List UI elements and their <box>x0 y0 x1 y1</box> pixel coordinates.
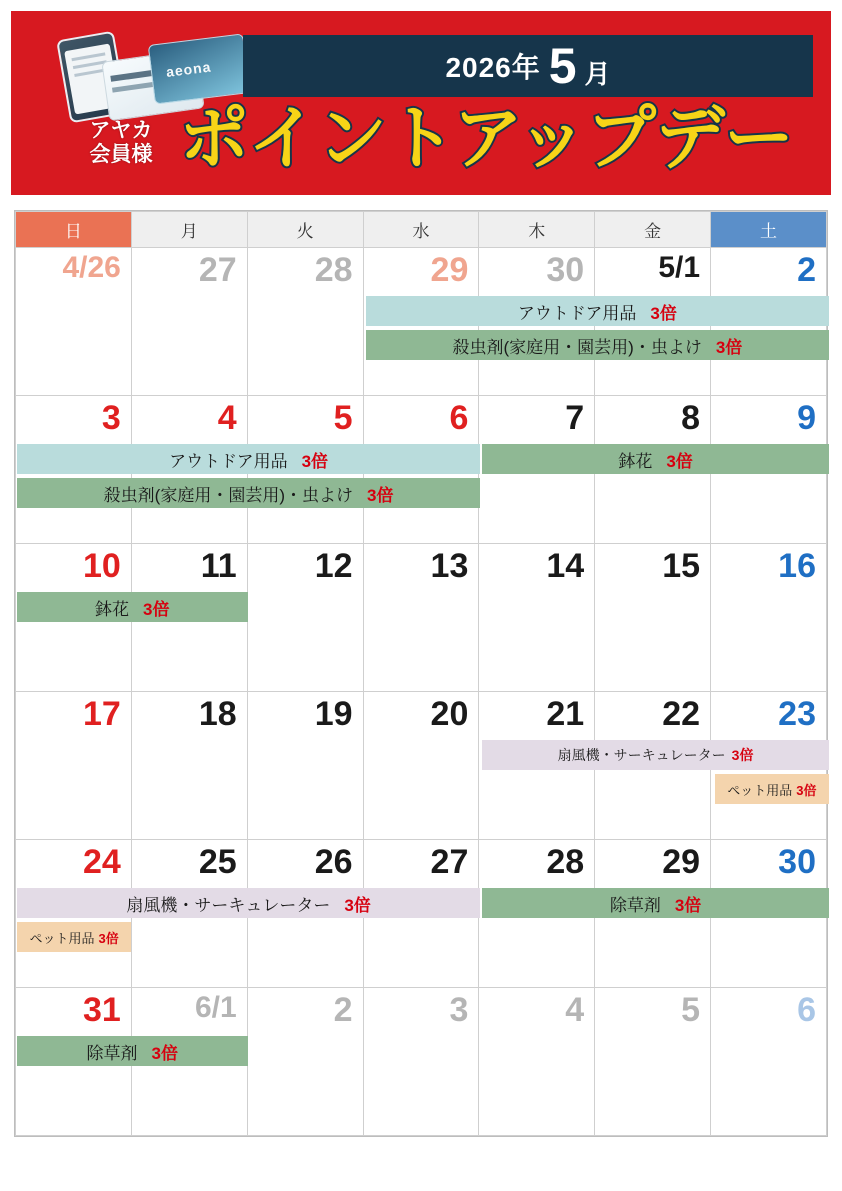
event-multiplier: 3倍 <box>344 895 371 915</box>
calendar-week-row <box>16 988 827 1136</box>
day-number: 3 <box>101 399 121 437</box>
event-multiplier: 3倍 <box>796 782 817 798</box>
day-number: 27 <box>430 843 469 881</box>
member-badge <box>66 119 176 166</box>
day-number: 2 <box>333 991 353 1029</box>
calendar-week-row <box>16 544 827 692</box>
event-bar <box>17 922 131 952</box>
calendar-day-cell <box>363 248 479 396</box>
calendar-table <box>15 211 827 1136</box>
day-number: 9 <box>797 399 816 437</box>
weekday-header-1: 月 <box>131 212 247 248</box>
day-number: 31 <box>83 991 121 1029</box>
calendar-day-cell <box>711 988 827 1136</box>
calendar-week-row <box>16 840 827 988</box>
banner-inner <box>11 11 831 195</box>
calendar-day-cell <box>595 692 711 840</box>
day-number: 13 <box>430 547 469 585</box>
calendar-day-cell <box>595 396 711 544</box>
day-number: 29 <box>430 251 469 289</box>
day-number: 6 <box>797 991 816 1029</box>
calendar-day-cell <box>595 840 711 988</box>
title-month-number: 5 <box>548 38 577 94</box>
calendar-day-cell <box>363 396 479 544</box>
member-badge-line1: アヤカ <box>89 119 153 142</box>
day-number: 28 <box>314 251 353 289</box>
day-number: 5 <box>681 991 701 1029</box>
calendar-day-cell <box>595 248 711 396</box>
calendar-day-cell <box>16 988 179 1136</box>
calendar-week-row <box>16 248 827 396</box>
event-label: 殺虫剤(家庭用・園芸用)・虫よけ <box>452 337 702 357</box>
day-number: 28 <box>546 843 585 881</box>
event-multiplier: 3倍 <box>367 485 394 505</box>
calendar-day-cell <box>247 248 363 396</box>
calendar-day-cell <box>247 396 363 544</box>
calendar-day-cell <box>711 396 827 544</box>
calendar <box>14 210 828 1137</box>
calendar-day-cell <box>711 840 827 988</box>
calendar-day-cell <box>711 692 827 840</box>
day-number: 7 <box>565 399 585 437</box>
event-multiplier: 3倍 <box>666 451 693 471</box>
day-number: 2 <box>797 251 816 289</box>
weekday-header-0: 日 <box>16 212 132 248</box>
day-number: 19 <box>314 695 353 733</box>
calendar-body <box>16 248 827 1136</box>
weekday-header-6: 土 <box>711 212 827 248</box>
day-number: 10 <box>83 547 121 585</box>
calendar-day-cell <box>595 988 711 1136</box>
weekday-header-2: 火 <box>247 212 363 248</box>
calendar-day-cell <box>479 988 595 1136</box>
day-number: 12 <box>314 547 353 585</box>
header-banner <box>8 8 834 198</box>
calendar-day-cell <box>131 692 247 840</box>
calendar-day-cell <box>363 544 479 692</box>
point-card-blue-icon <box>148 33 251 104</box>
calendar-day-cell <box>247 692 363 840</box>
event-label: アウトドア用品 <box>517 303 637 323</box>
phone-line <box>71 52 105 61</box>
event-multiplier: 3倍 <box>650 303 677 323</box>
calendar-day-cell <box>247 988 363 1136</box>
campaign-title: ポイントアップデー <box>179 99 793 177</box>
event-label: 鉢花 <box>95 599 130 619</box>
day-number: 24 <box>83 843 121 881</box>
day-number: 21 <box>546 695 585 733</box>
day-number: 23 <box>778 695 816 733</box>
title-month-kanji: 月 <box>584 59 611 89</box>
calendar-day-cell <box>16 544 170 692</box>
event-label: アウトドア用品 <box>169 451 288 471</box>
day-number: 4 <box>217 399 237 437</box>
calendar-day-cell <box>595 544 711 692</box>
weekday-header-row <box>16 212 827 248</box>
day-number: 8 <box>681 399 701 437</box>
day-number: 4 <box>565 991 585 1029</box>
event-label: ペット用品 <box>727 782 793 798</box>
event-label: 扇風機・サーキュレーター <box>126 895 331 915</box>
event-multiplier: 3倍 <box>301 451 329 471</box>
day-number: 30 <box>778 843 816 881</box>
calendar-day-cell <box>247 544 363 692</box>
calendar-day-cell <box>479 544 595 692</box>
month-title-bar <box>243 35 813 97</box>
event-label: 扇風機・サーキュレーター <box>557 747 726 763</box>
calendar-day-cell <box>711 544 827 692</box>
day-number: 14 <box>546 547 585 585</box>
day-number: 16 <box>778 547 816 585</box>
day-number: 17 <box>83 695 121 733</box>
calendar-day-cell <box>247 840 363 988</box>
calendar-day-cell <box>363 692 479 840</box>
title-year: 2026年 <box>445 52 541 83</box>
card-logo-text: aeona <box>165 58 213 80</box>
event-label: 除草剤 <box>609 895 661 915</box>
weekday-header-4: 木 <box>479 212 595 248</box>
day-number: 15 <box>662 547 701 585</box>
day-number: 11 <box>200 547 237 585</box>
calendar-day-cell <box>479 248 595 396</box>
calendar-week-row <box>16 692 827 840</box>
calendar-week-row <box>16 396 827 544</box>
calendar-day-cell <box>131 248 247 396</box>
day-number: 6/1 <box>194 991 237 1024</box>
day-number: 30 <box>546 251 585 289</box>
event-multiplier: 3倍 <box>151 1043 179 1063</box>
day-number: 5 <box>333 399 353 437</box>
calendar-day-cell <box>131 988 247 1136</box>
event-label: ペット用品 <box>29 930 95 946</box>
event-label: 除草剤 <box>86 1043 138 1063</box>
calendar-day-cell <box>363 840 479 988</box>
event-multiplier: 3倍 <box>674 895 702 915</box>
event-multiplier: 3倍 <box>715 337 743 357</box>
calendar-day-cell <box>711 248 827 396</box>
weekday-header-5: 金 <box>595 212 711 248</box>
calendar-day-cell <box>479 840 595 988</box>
calendar-day-cell <box>479 692 595 840</box>
calendar-day-cell <box>131 840 247 988</box>
calendar-day-cell <box>16 396 693 544</box>
event-multiplier: 3倍 <box>98 930 119 946</box>
event-multiplier: 3倍 <box>731 747 754 763</box>
day-number: 29 <box>662 843 701 881</box>
day-number: 4/26 <box>62 251 121 284</box>
weekday-header-3: 水 <box>363 212 479 248</box>
member-badge-line2: 会員様 <box>89 142 153 166</box>
calendar-day-cell <box>131 544 247 692</box>
calendar-head <box>16 212 827 248</box>
day-number: 26 <box>314 843 353 881</box>
calendar-day-cell <box>363 988 479 1136</box>
event-label: 殺虫剤(家庭用・園芸用)・虫よけ <box>103 485 353 505</box>
calendar-day-cell <box>131 396 247 544</box>
day-number: 3 <box>449 991 469 1029</box>
event-multiplier: 3倍 <box>143 599 170 619</box>
day-number: 27 <box>198 251 237 289</box>
day-number: 18 <box>198 695 237 733</box>
event-label: 鉢花 <box>618 451 653 471</box>
calendar-day-cell <box>479 396 595 544</box>
day-number: 22 <box>662 695 701 733</box>
day-number: 6 <box>449 399 469 437</box>
day-number: 20 <box>430 695 469 733</box>
day-number: 5/1 <box>658 251 701 284</box>
day-number: 25 <box>198 843 237 881</box>
